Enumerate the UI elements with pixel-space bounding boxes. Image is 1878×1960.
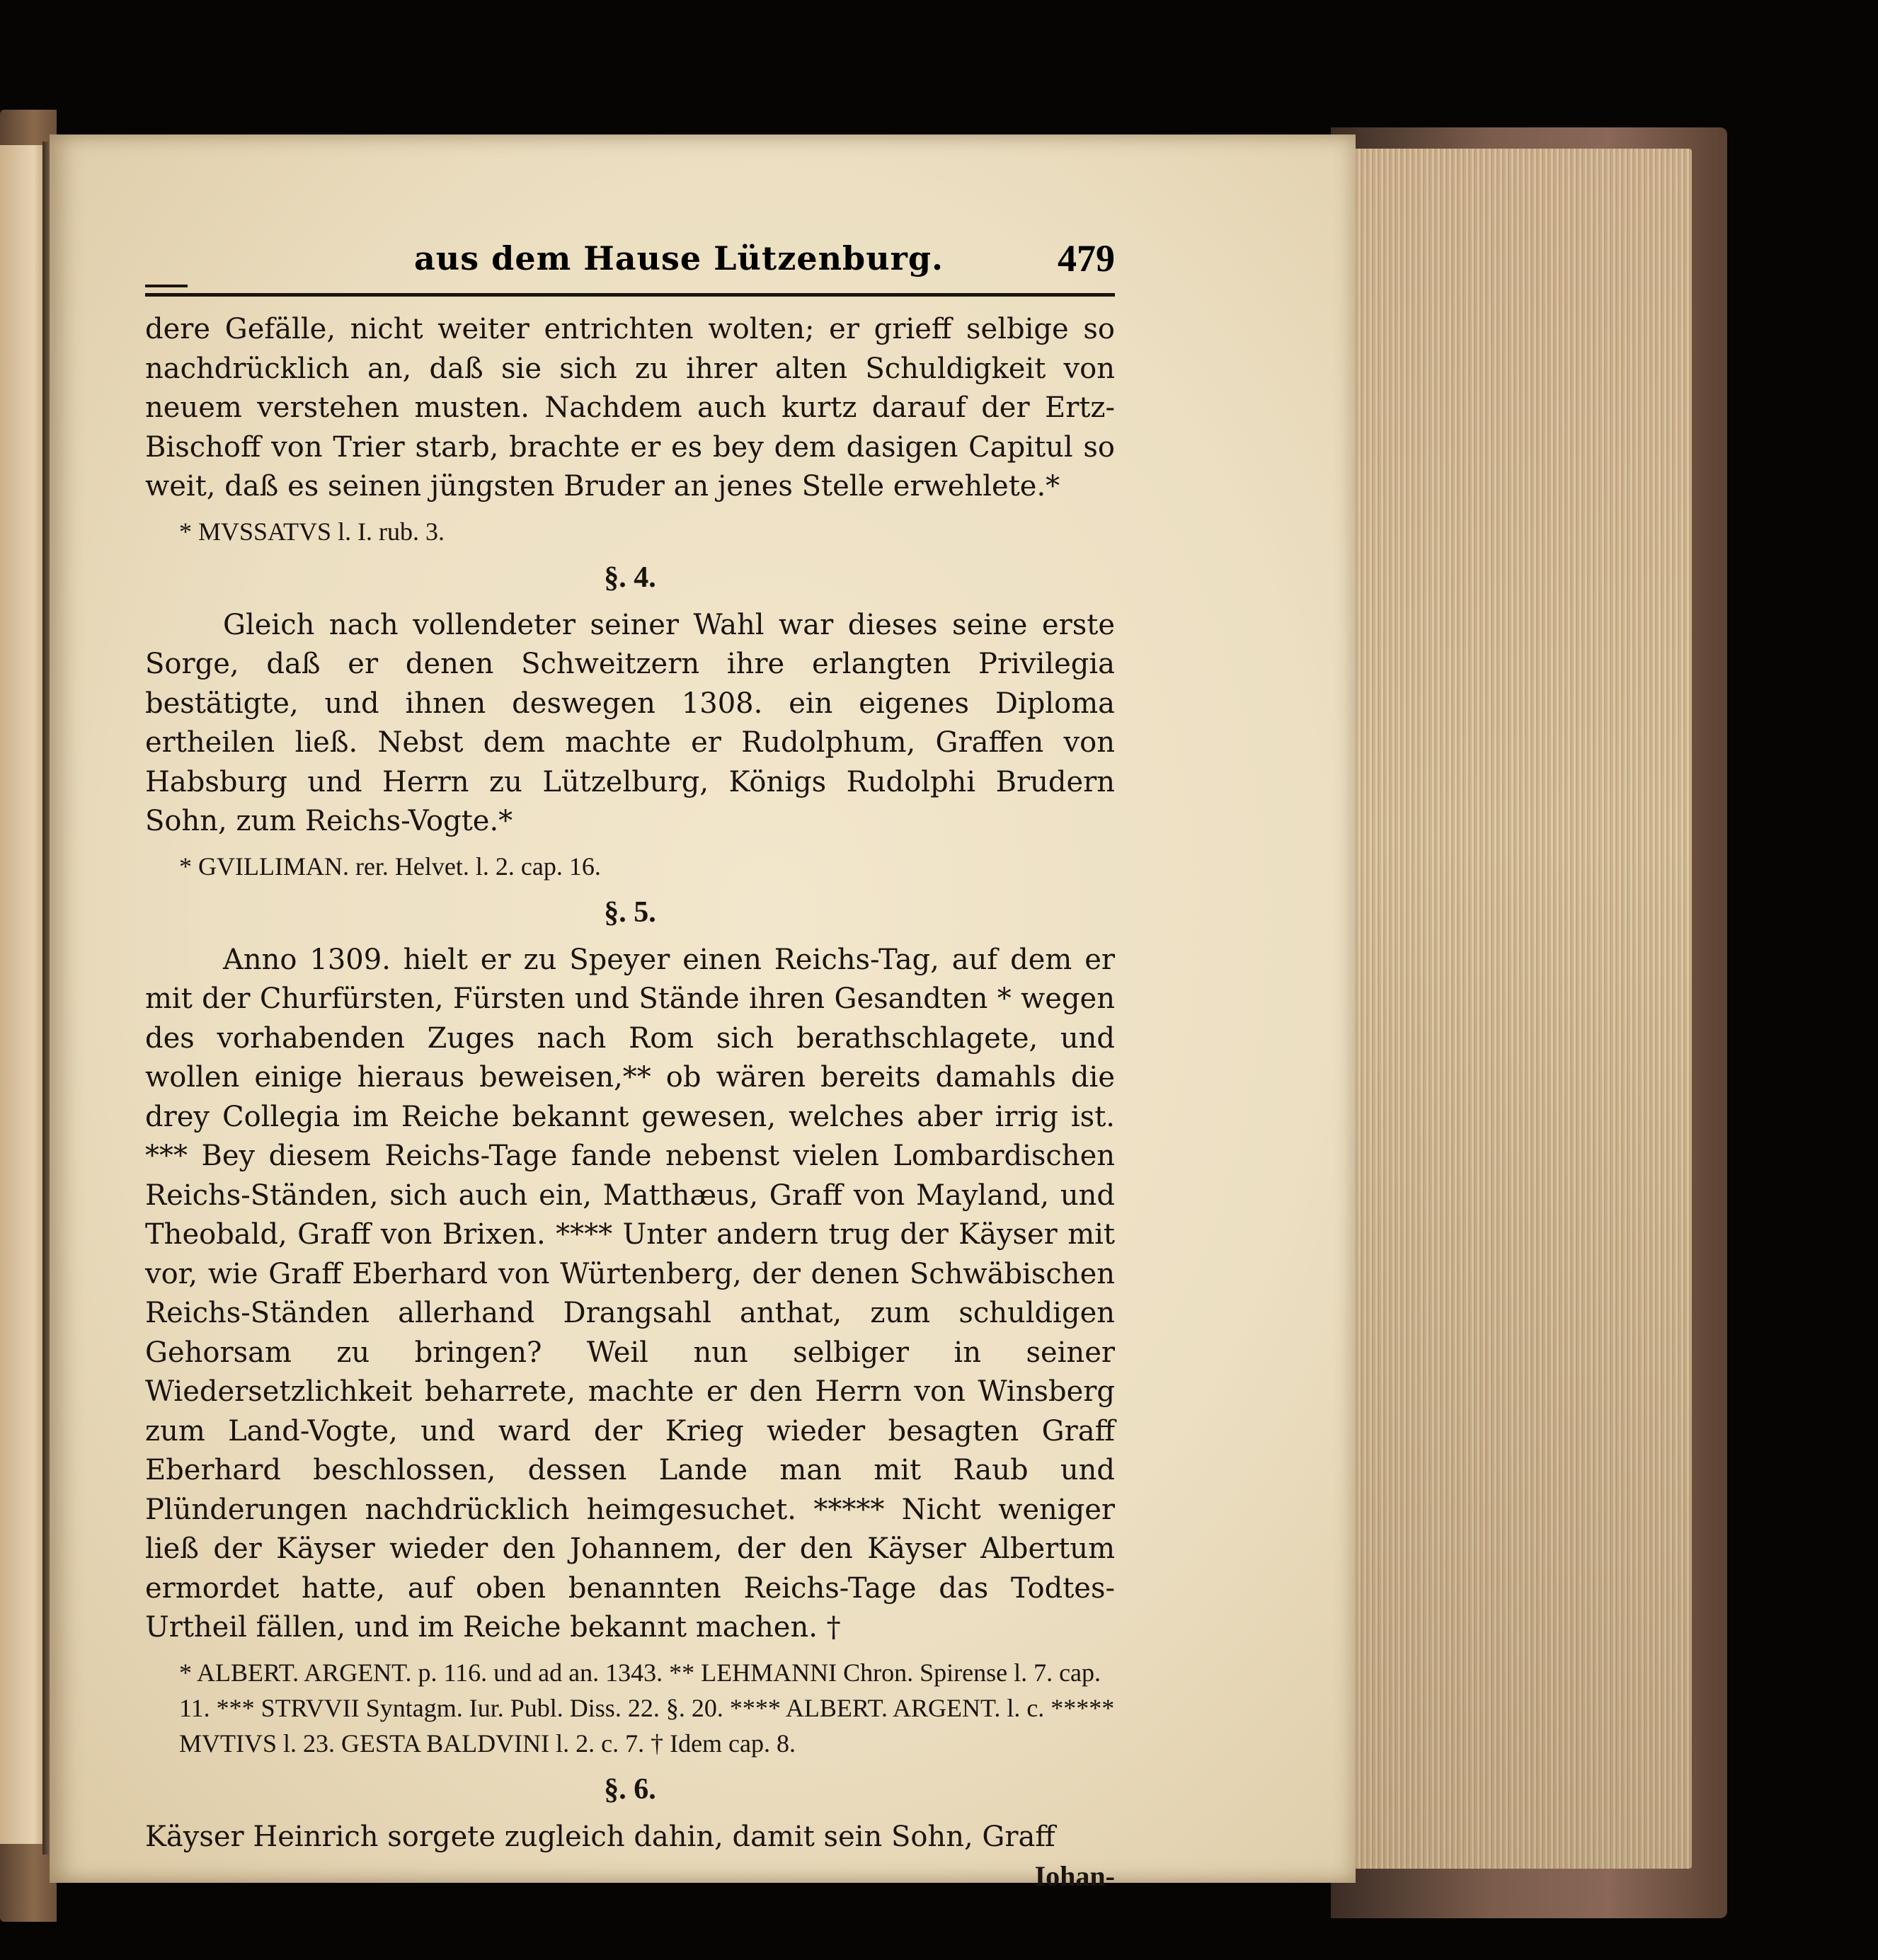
catchword: Iohan- (1034, 1860, 1115, 1892)
footnote-2: * GVILLIMAN. rer. Helvet. l. 2. cap. 16. (179, 852, 601, 881)
paragraph-3: Anno 1309. hielt er zu Speyer einen Reichs-Tag, auf dem er mit der Churfürsten, Fürsten und Stände ihren Gesandten * wegen des vorhabenden Zuges nach Rom sich berathschlagete, und wollen einige hieraus beweisen,** ob wären bereits damahls die drey Collegia im Reiche bekannt gewesen, welches aber irrig ist. *** Bey diesem Reichs-Tage fande nebenst vielen Lombardischen Reichs-Ständen, sich auch ein, Matthæus, Graff von Mayland, und Theobald, Graff von Brixen. **** Unter andern trug der Käyser mit vor, wie Graff Eberhard von Würtenberg, der denen Schwäbischen Reichs-Ständen allerhand Drangsahl anthat, zum schuldigen Gehorsam zu bringen? Weil nun selbiger in seiner Wiedersetzlichkeit beharrete, machte er den Herrn von Winsberg zum Land-Vogte, und ward der Krieg wieder besagten Graff Eberhard beschlossen, dessen Lande man mit Raub und Plünderungen nachdrücklich heimgesuchet. ***** Nicht weniger ließ der Käyser wieder den Johannem, der den Käyser Albertum ermordet hatte, auf oben benannten Reichs-Tage das Todtes-Urtheil fällen, und im Reiche bekannt machen. † (145, 943, 1115, 1644)
page-number: 479 (1058, 237, 1115, 280)
page-body (145, 310, 1115, 1896)
left-page-edge (0, 145, 48, 1844)
paragraph-1: dere Gefälle, nicht weiter entrichten wolten; er grieff selbige so nachdrücklich an, daß sie sich zu ihrer alten Schuldigkeit von neuem verstehen musten. Nachdem auch kurtz darauf der Ertz-Bischoff von Trier starb, brachte er es bey dem dasigen Capitul so weit, daß es seinen jüngsten Bruder an jenes Stelle erwehlete.* (145, 313, 1115, 503)
running-head-title: aus dem Hause Lützenburg. (414, 239, 944, 277)
running-head-dash (145, 285, 188, 287)
section-heading-5: §. 5. (604, 895, 656, 929)
paragraph-4: Käyser Heinrich sorgete zugleich dahin, damit sein Sohn, Graff (145, 1820, 1055, 1853)
section-heading-4: §. 4. (604, 561, 656, 594)
section-heading-6: §. 6. (604, 1772, 656, 1806)
page-block-shading (1345, 149, 1692, 1869)
footnote-3: * ALBERT. ARGENT. p. 116. und ad an. 1343. ** LEHMANNI Chron. Spirense l. 7. cap. 11. *** STRVVII Syntagm. Iur. Publ. Diss. 22. §. 20. **** ALBERT. ARGENT. l. c. ***** MVTIVS l. 23. GESTA BALDVINI l. 2. c. 7. † Idem cap. 8. (179, 1658, 1115, 1758)
paragraph-2: Gleich nach vollendeter seiner Wahl war dieses seine erste Sorge, daß er denen Schweitzern ihre erlangten Privilegia bestätigte, und ihnen deswegen 1308. ein eigenes Diploma ertheilen ließ. Nebst dem machte er Rudolphum, Graffen von Habsburg und Herrn zu Lützelburg, Königs Rudolphi Brudern Sohn, zum Reichs-Vogte.* (145, 608, 1115, 837)
running-head (145, 234, 1115, 290)
footnote-1: * MVSSATVS l. I. rub. 3. (179, 517, 445, 546)
running-head-rule (145, 293, 1115, 297)
